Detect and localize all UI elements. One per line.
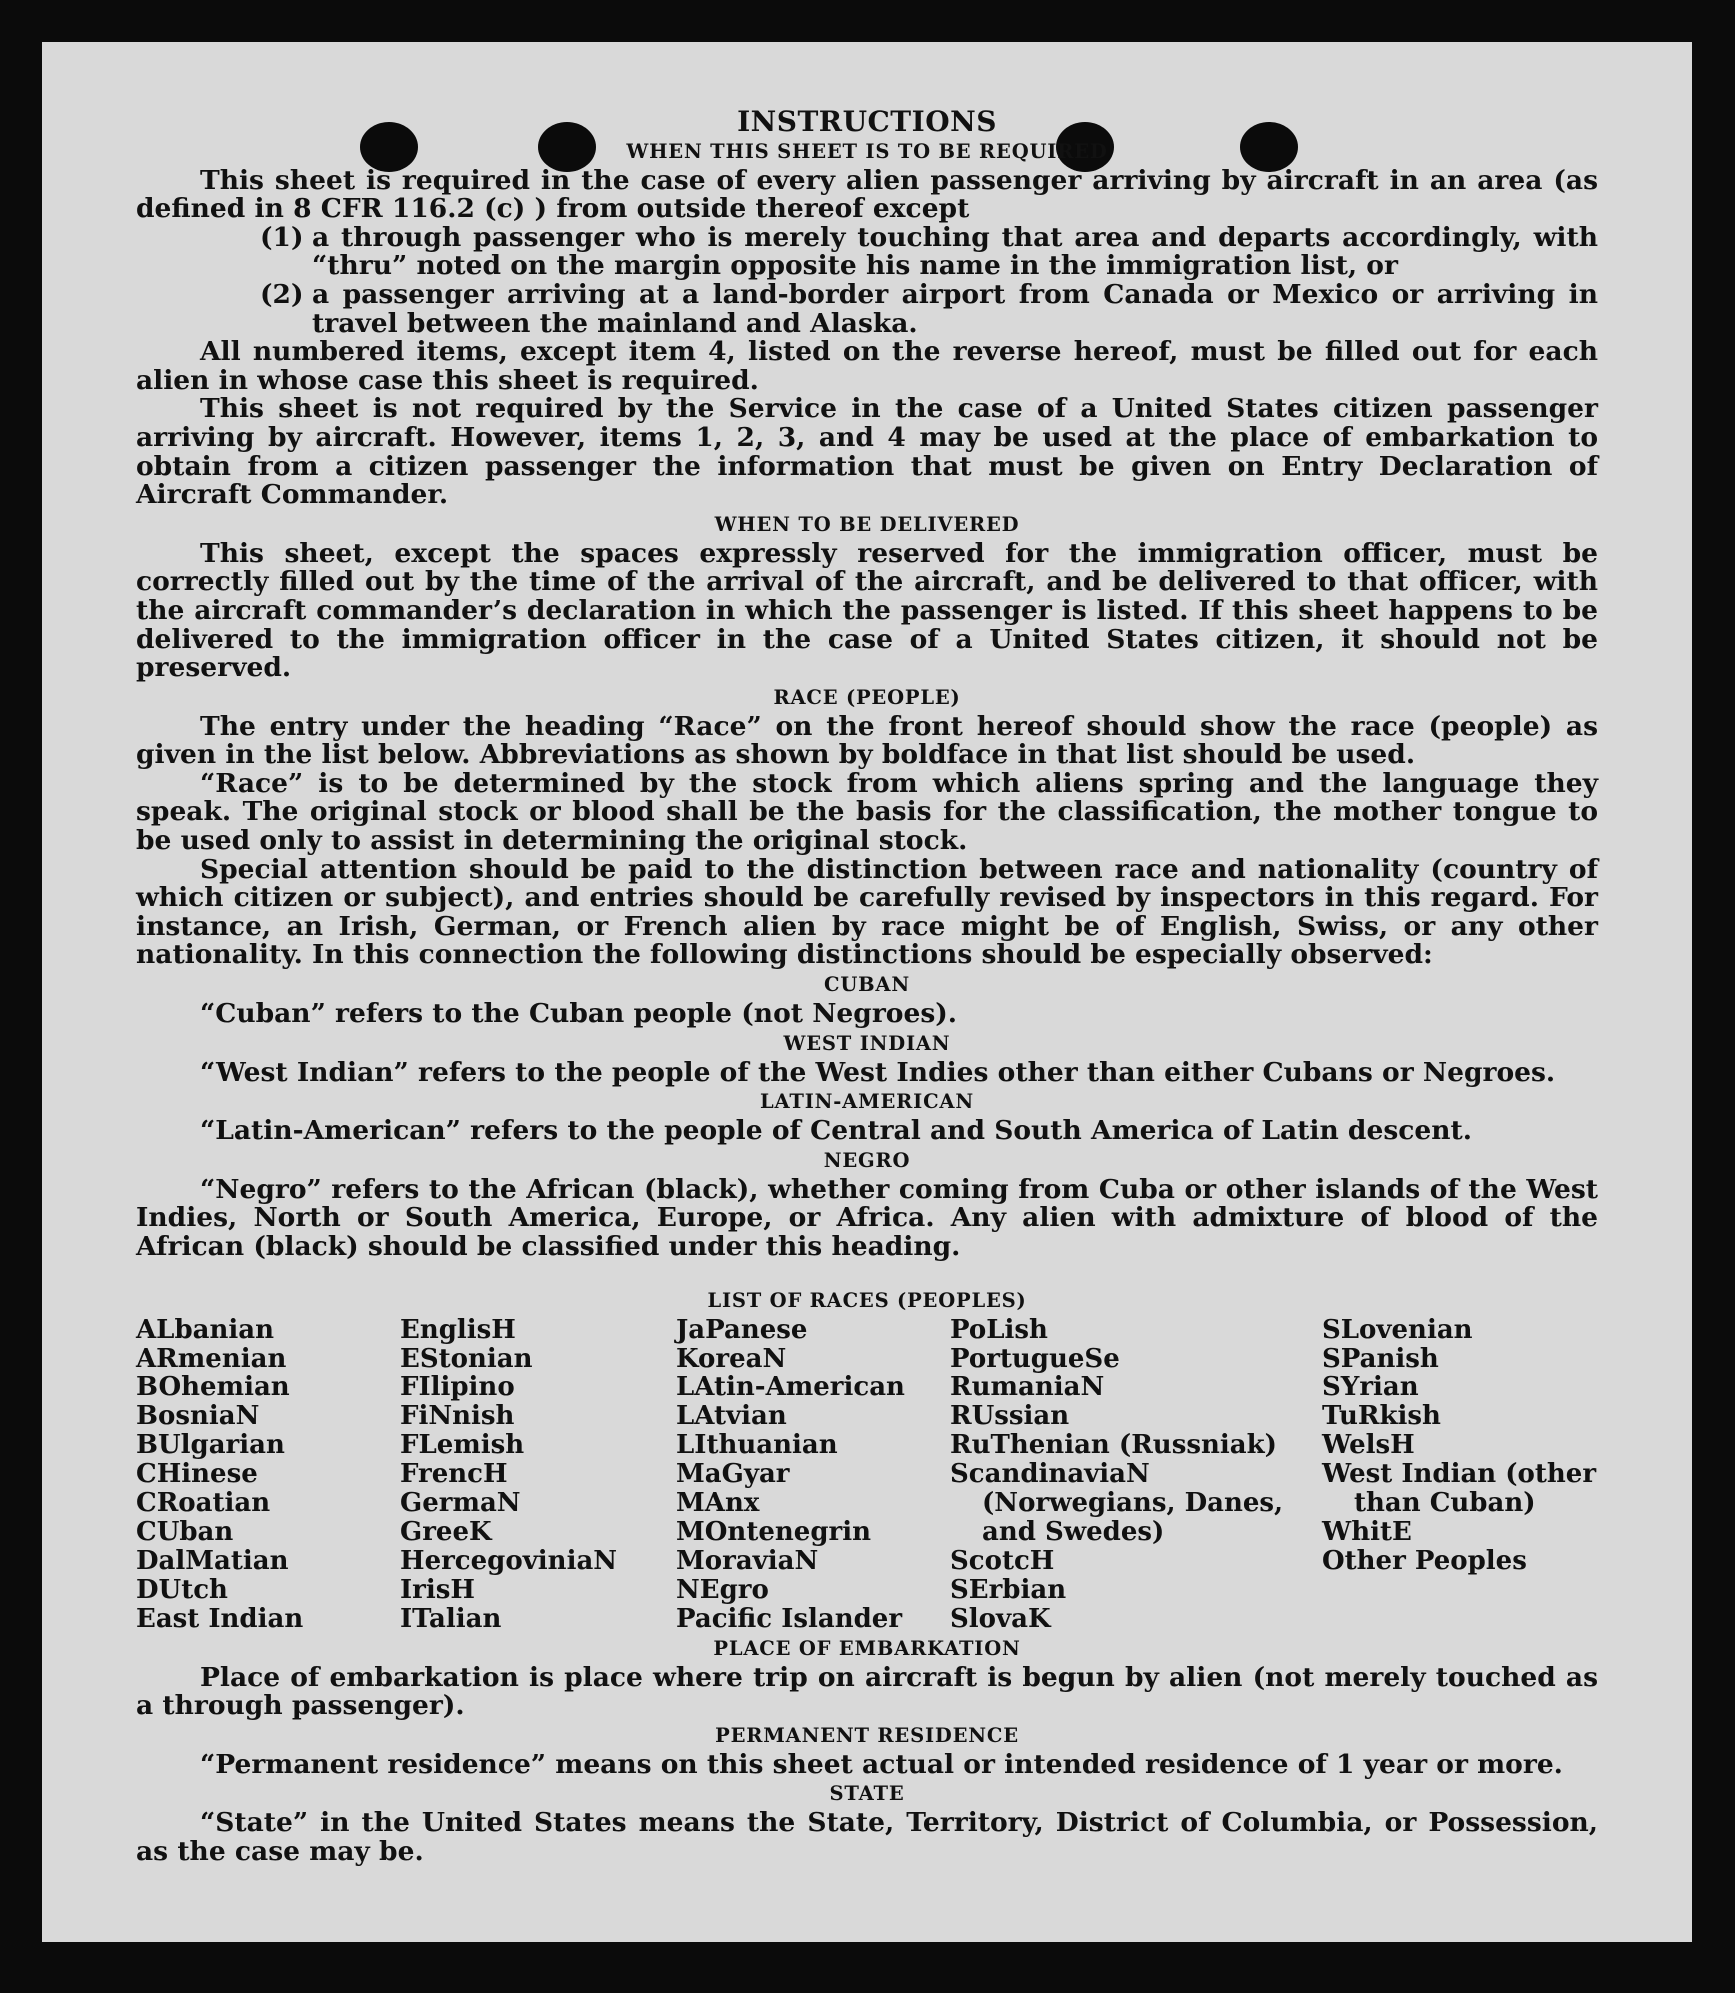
race-item: ScotcH: [950, 1545, 1055, 1576]
paragraph: “State” in the United States means the State, Territory, District of Columbia, or Possession, as the case may be.: [136, 1807, 1598, 1867]
race-item: Other Peoples: [1322, 1545, 1527, 1576]
race-item: EStonian: [400, 1343, 533, 1374]
race-item: ScandinaviaN (Norwegians, Danes, and Swedes): [950, 1459, 1284, 1547]
race-item: Pacific Islander: [676, 1603, 903, 1634]
instructions-body: [136, 105, 1598, 1867]
section-heading-negro: NEGRO: [823, 1148, 911, 1172]
paragraph: “West Indian” refers to the people of the West Indies other than either Cubans or Negroes.: [200, 1056, 1556, 1088]
race-item: RumaniaN: [950, 1372, 1105, 1403]
race-item: CUban: [136, 1516, 234, 1547]
paragraph: “Permanent residence” means on this sheet actual or intended residence of 1 year or more.: [200, 1748, 1563, 1780]
item-text: a passenger arriving at a land-border airport from Canada or Mexico or arriving in travel between the mainland and Alaska.: [312, 278, 1598, 339]
race-item: BOhemian: [136, 1372, 290, 1403]
race-item: SPanish: [1322, 1343, 1439, 1374]
list-item: [136, 221, 1598, 282]
races-list: [136, 1316, 1598, 1634]
item-number: (2): [260, 278, 304, 310]
paragraph: Place of embarkation is place where trip on aircraft is begun by alien (not merely touched as a through passenger).: [136, 1661, 1598, 1722]
race-item: IrisH: [400, 1574, 475, 1605]
race-item: East Indian: [136, 1603, 304, 1634]
item-text: a through passenger who is merely touching that area and departs accordingly, with “thru” noted on the margin opposite his name in the immigration list, or: [312, 221, 1598, 282]
paragraph: This sheet is not required by the Service in the case of a United States citizen passenger arriving by aircraft. However, items 1, 2, 3, and 4 may be used at the place of embarkation to obtain from a citizen passenger the information that must be given on Entry Declaration of Aircraft Commander.: [136, 393, 1598, 511]
race-item: DalMatian: [136, 1545, 289, 1576]
paragraph: “Cuban” refers to the Cuban people (not Negroes).: [200, 998, 957, 1030]
race-item: SYrian: [1322, 1372, 1419, 1403]
race-item: BosniaN: [136, 1401, 260, 1432]
race-item: JaPanese: [676, 1314, 808, 1345]
race-item: HercegoviniaN: [400, 1545, 618, 1576]
race-item: KoreaN: [676, 1343, 787, 1374]
paragraph: Special attention should be paid to the distinction between race and nationality (country of which citizen or subject), and entries should be carefully revised by inspectors in this regard. For instance, an Irish, German, or French alien by race might be of English, Swiss, or any other nationality. In this connection the following distinctions should be especially observed:: [136, 853, 1598, 971]
race-item: GreeK: [400, 1516, 492, 1547]
section-heading-latin-american: LATIN-AMERICAN: [760, 1090, 974, 1114]
race-item: MaGyar: [676, 1459, 790, 1490]
race-item: WelsH: [1322, 1430, 1415, 1461]
paragraph: This sheet, except the spaces expressly reserved for the immigration officer, must be correctly filled out by the time of the arrival of the aircraft, and be delivered to that officer, with the aircraft commander’s declaration in which the passenger is listed. If this sheet happens to be delivered to the immigration officer in the case of a United States citizen, it should not be preserved.: [136, 537, 1598, 684]
section-heading-residence: PERMANENT RESIDENCE: [715, 1723, 1019, 1747]
section-heading-race: RACE (PEOPLE): [773, 685, 961, 709]
paragraph: “Negro” refers to the African (black), whether coming from Cuba or other islands of the West Indies, North or South America, Europe, or Africa. Any alien with admixture of blood of the African (black) should be classified under this heading.: [136, 1173, 1598, 1262]
race-item: LIthuanian: [676, 1430, 838, 1461]
race-item: RuThenian (Russniak): [950, 1430, 1277, 1461]
race-item: RUssian: [950, 1401, 1070, 1432]
section-heading-cuban: CUBAN: [824, 973, 910, 997]
race-item: PortugueSe: [950, 1343, 1120, 1374]
section-heading-west-indian: WEST INDIAN: [783, 1031, 951, 1055]
page-title: INSTRUCTIONS: [737, 105, 997, 138]
race-item: LAtvian: [676, 1401, 787, 1432]
race-item: WhitE: [1322, 1516, 1412, 1547]
race-item: PoLish: [950, 1314, 1048, 1345]
races-column: [1322, 1316, 1598, 1634]
list-item: [136, 278, 1598, 339]
paragraph: The entry under the heading “Race” on the front hereof should show the race (people) as given in the list below. Abbreviations as shown by boldface in that list should be used.: [136, 710, 1598, 771]
section-heading-list-of-races: LIST OF RACES (PEOPLES): [707, 1288, 1027, 1312]
race-item: ARmenian: [136, 1343, 287, 1374]
race-item: SErbian: [950, 1574, 1067, 1605]
race-item: West Indian (other than Cuban): [1322, 1459, 1597, 1519]
race-item: ALbanian: [136, 1314, 275, 1345]
document-page: [42, 42, 1692, 1942]
race-item: NEgro: [676, 1574, 769, 1605]
race-item: FIlipino: [400, 1372, 515, 1403]
section-heading-embarkation: PLACE OF EMBARKATION: [713, 1636, 1021, 1660]
race-item: MOntenegrin: [676, 1516, 871, 1547]
race-item: MoraviaN: [676, 1545, 819, 1576]
race-item: TuRkish: [1322, 1401, 1441, 1432]
race-item: FrencH: [400, 1459, 508, 1490]
paragraph: All numbered items, except item 4, listed on the reverse hereof, must be filled out for each alien in whose case this sheet is required.: [136, 336, 1598, 396]
race-item: ITalian: [400, 1603, 502, 1634]
races-column: [950, 1316, 1322, 1634]
race-item: GermaN: [400, 1488, 521, 1519]
paragraph: “Race” is to be determined by the stock from which aliens spring and the language they speak. The original stock or blood shall be the basis for the classification, the mother tongue to be used only to assist in determining the original stock.: [136, 767, 1598, 857]
race-item: SlovaK: [950, 1603, 1051, 1634]
race-item: LAtin-American: [676, 1372, 905, 1403]
item-number: (1): [260, 221, 304, 253]
race-item: CRoatian: [136, 1488, 271, 1519]
races-column: [676, 1316, 950, 1634]
section-heading-state: STATE: [829, 1782, 905, 1806]
race-item: BUlgarian: [136, 1430, 285, 1461]
section-heading-required: WHEN THIS SHEET IS TO BE REQUIRED: [626, 139, 1108, 163]
race-item: DUtch: [136, 1574, 228, 1605]
race-item: MAnx: [676, 1488, 760, 1519]
race-item: FLemish: [400, 1430, 525, 1461]
race-item: CHinese: [136, 1459, 258, 1490]
race-item: SLovenian: [1322, 1314, 1473, 1345]
races-column: [400, 1316, 676, 1634]
race-item: EnglisH: [400, 1314, 516, 1345]
races-column: [136, 1316, 400, 1634]
section-heading-delivered: WHEN TO BE DELIVERED: [714, 512, 1020, 536]
race-item: FiNnish: [400, 1401, 515, 1432]
paragraph: “Latin-American” refers to the people of Central and South America of Latin descent.: [200, 1115, 1472, 1147]
paragraph: This sheet is required in the case of every alien passenger arriving by aircraft in an area (as defined in 8 CFR 116.2 (c) ) from outside thereof except: [136, 164, 1598, 225]
